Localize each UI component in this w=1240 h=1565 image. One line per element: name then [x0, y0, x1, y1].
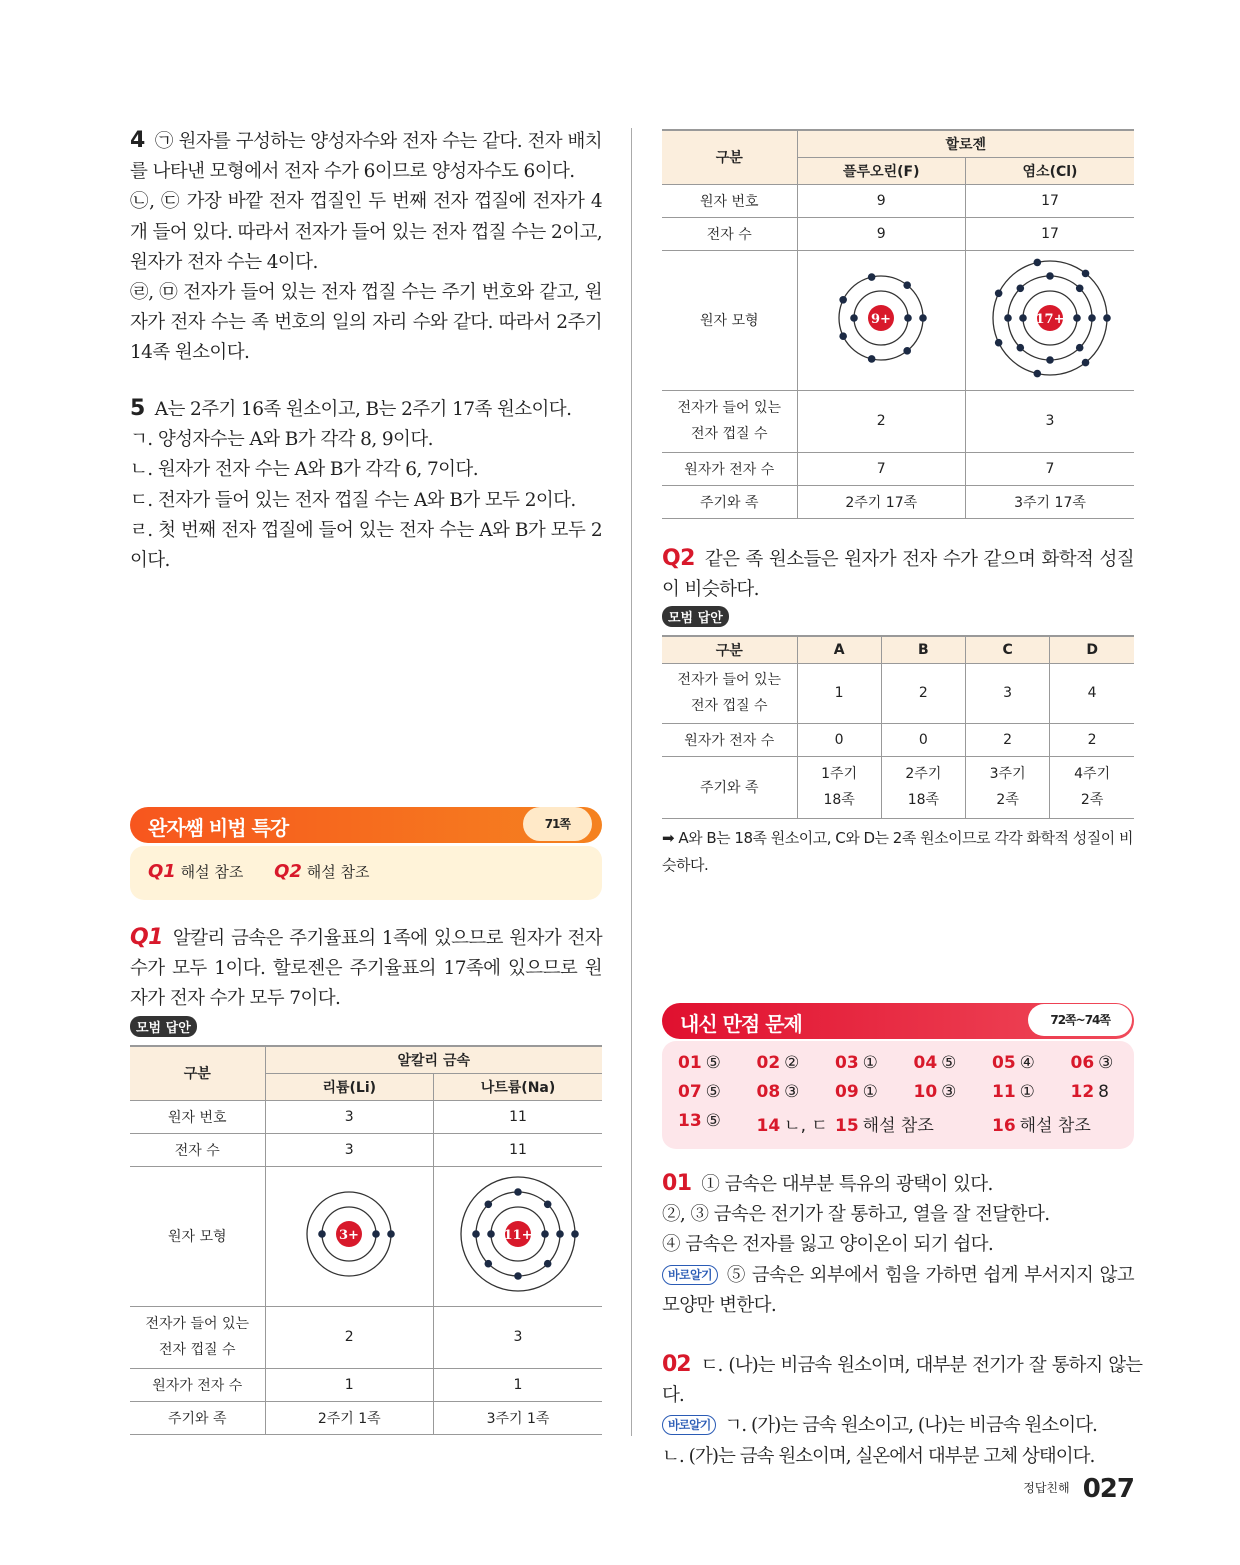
explanation-line: ① 금속은 대부분 특유의 광택이 있다. — [701, 1174, 993, 1195]
question-number: 01 — [662, 1171, 692, 1196]
page-reference: 71쪽 — [523, 807, 592, 841]
answer-item — [835, 1053, 878, 1073]
electron — [850, 314, 858, 322]
table-row — [130, 1401, 602, 1434]
table-cell — [265, 1166, 434, 1306]
explanation-line: ㄴ. (가)는 금속 원소이며, 실온에서 대부분 고체 상태이다. — [662, 1445, 1095, 1467]
answer-5-line: ㄹ. 첫 번째 전자 껍질에 들어 있는 전자 수는 A와 B가 모두 2이다. — [130, 519, 602, 572]
table-note: ➡ A와 B는 18족 원소이고, C와 D는 2족 원소이므로 각각 화학적 성질이 비슷하다. — [662, 829, 1134, 874]
table-cell: 주기와 족 — [662, 756, 797, 818]
answer-number: 01 — [678, 1053, 702, 1073]
explanation-02 — [662, 1350, 1142, 1472]
answer-5-line: A는 2주기 16족 원소이고, B는 2주기 17족 원소이다. — [154, 399, 572, 420]
answer-number: 07 — [678, 1082, 702, 1102]
answer-value: ① — [862, 1053, 878, 1073]
answer-number: 06 — [1070, 1053, 1095, 1073]
table-cell: 3주기 17족 — [966, 485, 1135, 518]
table-cell: 17 — [966, 184, 1135, 217]
q1-text: 알칼리 금속은 주기율표의 1족에 있으므로 원자가 전자 수가 모두 1이다. 할로젠은 주기율표의 17족에 있으므로 원자가 전자 수가 모두 7이다. — [130, 928, 602, 1010]
section-title: 내신 만점 문제 — [680, 1012, 802, 1036]
answer-number: 12 — [1070, 1082, 1095, 1102]
q2-explanation — [662, 544, 1134, 605]
electron — [1082, 270, 1090, 278]
electron — [1034, 370, 1042, 378]
header-cell: 리튬(Li) — [265, 1073, 434, 1100]
answer-value: ① — [862, 1082, 878, 1102]
answer-value: ① — [1019, 1082, 1035, 1102]
table-row — [130, 1368, 602, 1401]
header-cell: 플루오린(F) — [797, 157, 966, 184]
electron — [485, 1201, 493, 1209]
table-cell: 전자가 들어 있는 전자 껍질 수 — [662, 663, 797, 723]
page-number: 027 — [1082, 1474, 1134, 1504]
answer-value: ⑤ — [941, 1053, 957, 1073]
explanation-line: ⑤ 금속은 외부에서 힘을 가하면 쉽게 부서지지 않고 모양만 변한다. — [662, 1264, 1134, 1316]
table-cell: 7 — [966, 452, 1135, 485]
table-cell: 원자 모형 — [130, 1166, 265, 1306]
answer-number: 08 — [756, 1082, 781, 1102]
electron — [544, 1260, 552, 1268]
answer-value: ③ — [941, 1082, 957, 1102]
electron — [1034, 259, 1042, 267]
footer-label: 정답친해 — [1023, 1481, 1070, 1495]
electron — [387, 1230, 395, 1238]
answer-number: 09 — [835, 1082, 859, 1102]
q1-explanation — [130, 923, 602, 1015]
nucleus-charge: 9+ — [871, 312, 892, 327]
table-cell: 0 — [881, 723, 965, 756]
answer-item — [678, 1111, 721, 1131]
answer-4-text-3: ㉣, ㉤ 전자가 들어 있는 전자 껍질 수는 주기 번호와 같고, 원자가 전자 수는 족 번호의 일의 자리 수와 같다. 따라서 2주기 14족 원소이다. — [130, 282, 602, 364]
answer-value: 8 — [1098, 1082, 1109, 1102]
q1-answer: 해설 참조 — [180, 863, 244, 881]
header-cell: 구분 — [662, 130, 797, 184]
table-cell: 3 — [966, 663, 1050, 723]
question-number: 02 — [662, 1352, 691, 1377]
answer-value: ② — [784, 1053, 800, 1073]
correction-badge: 바로알기 — [662, 1415, 716, 1435]
answer-value: ⑤ — [705, 1082, 721, 1102]
answer-item — [914, 1053, 957, 1073]
answer-value: ⑤ — [705, 1111, 721, 1131]
header-cell: 알칼리 금속 — [265, 1046, 602, 1073]
table-cell — [797, 250, 966, 390]
answer-number: 02 — [756, 1053, 781, 1073]
question-number: 5 — [130, 396, 145, 421]
table-cell: 주기와 족 — [130, 1401, 265, 1434]
answer-number: 15 — [835, 1116, 859, 1136]
q1-label: Q1 — [148, 861, 176, 882]
electron — [1082, 359, 1090, 367]
table-cell: 2주기 1족 — [265, 1401, 434, 1434]
model-answer-badge: 모범 답안 — [662, 606, 729, 627]
table-cell: 원자가 전자 수 — [662, 452, 797, 485]
electron — [1046, 356, 1054, 364]
electron — [904, 281, 912, 289]
electron — [995, 339, 1003, 347]
answer-value: ㄴ, ㄷ — [784, 1116, 828, 1136]
electron — [372, 1230, 380, 1238]
electron — [541, 1230, 549, 1238]
explanation-line: ④ 금속은 전자를 잃고 양이온이 되기 쉽다. — [662, 1234, 994, 1256]
halogen-table — [662, 129, 1134, 519]
answer-item — [757, 1111, 828, 1136]
nucleus-charge: 3+ — [339, 1228, 360, 1243]
electron — [1076, 344, 1084, 352]
table-cell: 7 — [797, 452, 966, 485]
table-row — [662, 756, 1134, 818]
answer-number: 05 — [992, 1053, 1016, 1073]
table-cell: 2주기 18족 — [881, 756, 965, 818]
table-row — [130, 1166, 602, 1306]
answer-number: 11 — [992, 1082, 1016, 1102]
answer-number: 13 — [678, 1111, 702, 1131]
table-row — [662, 485, 1134, 518]
table-cell: 3 — [265, 1100, 434, 1133]
table-cell: 1 — [434, 1368, 603, 1401]
header-cell: 구분 — [662, 636, 797, 663]
table-row — [130, 1100, 602, 1133]
table-cell: 3 — [434, 1306, 603, 1368]
table-cell — [966, 250, 1135, 390]
table-row — [662, 390, 1134, 452]
table-row — [662, 663, 1134, 723]
table-cell: 2 — [265, 1306, 434, 1368]
answer-5-line: ㄱ. 양성자수는 A와 B가 각각 8, 9이다. — [130, 429, 433, 451]
q2-label: Q2 — [662, 546, 695, 571]
answer-value: 해설 참조 — [1019, 1116, 1091, 1136]
table-row — [130, 1306, 602, 1368]
correction-badge: 바로알기 — [662, 1265, 718, 1285]
chlorine-atom-model — [975, 253, 1125, 383]
table-cell: 2 — [1050, 723, 1134, 756]
header-cell: A — [797, 636, 881, 663]
table-cell: 11 — [434, 1100, 603, 1133]
section-title: 완자쌤 비법 특강 — [148, 816, 289, 840]
answer-value: ③ — [1098, 1053, 1114, 1073]
fluorine-atom-model — [806, 253, 956, 383]
electron — [571, 1230, 579, 1238]
answer-item — [992, 1111, 1091, 1136]
electron — [1088, 314, 1096, 322]
table-cell: 원자 모형 — [662, 250, 797, 390]
electron — [318, 1230, 326, 1238]
answer-number: 16 — [992, 1116, 1016, 1136]
header-cell: 구분 — [130, 1046, 265, 1100]
model-answer-badge: 모범 답안 — [130, 1016, 197, 1037]
question-number: 4 — [130, 128, 145, 153]
electron — [904, 347, 912, 355]
sodium-atom-model — [443, 1169, 593, 1299]
electron — [1017, 285, 1025, 293]
electron — [840, 332, 848, 340]
table-row — [662, 184, 1134, 217]
electron — [919, 314, 927, 322]
table-cell: 17 — [966, 217, 1135, 250]
column-divider — [631, 128, 632, 1436]
table-cell — [434, 1166, 603, 1306]
explanation-01 — [662, 1169, 1134, 1321]
electron — [995, 289, 1003, 297]
answer-item — [1071, 1082, 1110, 1102]
table-cell: 원자 번호 — [130, 1100, 265, 1133]
table-cell: 3주기 2족 — [966, 756, 1050, 818]
answer-value: ⑤ — [705, 1053, 721, 1073]
answer-item — [992, 1082, 1035, 1102]
header-cell: 할로젠 — [797, 130, 1134, 157]
header-cell: 염소(Cl) — [966, 157, 1135, 184]
abcd-table — [662, 635, 1134, 819]
answer-number: 03 — [835, 1053, 859, 1073]
answer-item — [678, 1082, 721, 1102]
answer-4 — [130, 126, 602, 369]
explanation-line: ㄱ. (가)는 금속 원소이고, (나)는 비금속 원소이다. — [724, 1415, 1097, 1437]
table-cell: 전자 수 — [130, 1133, 265, 1166]
page-reference: 72쪽~74쪽 — [1028, 1004, 1132, 1036]
header-cell: 나트륨(Na) — [434, 1073, 603, 1100]
electron — [485, 1260, 493, 1268]
answer-key — [662, 1041, 1134, 1149]
answer-item — [914, 1082, 957, 1102]
answer-item — [1071, 1053, 1114, 1073]
header-cell: C — [966, 636, 1050, 663]
electron — [1004, 314, 1012, 322]
electron — [487, 1230, 495, 1238]
nucleus-charge: 17+ — [1035, 312, 1065, 327]
table-row — [662, 250, 1134, 390]
wanja-banner — [130, 807, 602, 843]
electron — [840, 296, 848, 304]
q2-answer: 해설 참조 — [306, 863, 370, 881]
electron — [1017, 344, 1025, 352]
table-cell: 1주기 18족 — [797, 756, 881, 818]
explanation-line: ②, ③ 금속은 전기가 잘 통하고, 열을 잘 전달한다. — [662, 1204, 1050, 1226]
alkali-table — [130, 1045, 602, 1435]
wanja-answers — [130, 846, 602, 900]
table-cell: 3 — [966, 390, 1135, 452]
table-cell: 0 — [797, 723, 881, 756]
answer-item — [757, 1082, 800, 1102]
table-cell: 원자 번호 — [662, 184, 797, 217]
table-cell: 2 — [966, 723, 1050, 756]
table-cell: 11 — [434, 1133, 603, 1166]
answer-number: 04 — [913, 1053, 938, 1073]
answer-item — [992, 1053, 1035, 1073]
table-row — [662, 723, 1134, 756]
electron — [1019, 314, 1027, 322]
table-cell: 원자가 전자 수 — [662, 723, 797, 756]
table-cell: 2 — [881, 663, 965, 723]
answer-item — [678, 1053, 721, 1073]
electron — [1073, 314, 1081, 322]
electron — [544, 1201, 552, 1209]
answer-number: 10 — [913, 1082, 938, 1102]
table-cell: 1 — [265, 1368, 434, 1401]
table-cell: 전자가 들어 있는 전자 껍질 수 — [662, 390, 797, 452]
answer-4-text: ㉠ 원자를 구성하는 양성자수와 전자 수는 같다. 전자 배치를 나타낸 모형에서 전자 수가 6이므로 양성자수도 6이다. — [130, 131, 602, 183]
table-cell: 1 — [797, 663, 881, 723]
electron — [472, 1230, 480, 1238]
answer-4-text-2: ㉡, ㉢ 가장 바깥 전자 껍질인 두 번째 전자 껍질에 전자가 4개 들어 있다. 따라서 전자가 들어 있는 전자 껍질 수는 2이고, 원자가 전자 수는 4이다. — [130, 191, 602, 273]
electron — [514, 1188, 522, 1196]
answer-item — [757, 1053, 800, 1073]
answer-item — [835, 1111, 934, 1136]
naesin-banner — [662, 1003, 1134, 1039]
q2-label: Q2 — [274, 861, 302, 882]
electron — [514, 1272, 522, 1280]
answer-item — [835, 1082, 878, 1102]
answer-value: ③ — [784, 1082, 800, 1102]
electron — [1076, 285, 1084, 293]
answer-5-line: ㄴ. 원자가 전자 수는 A와 B가 각각 6, 7이다. — [130, 459, 478, 481]
table-row — [662, 217, 1134, 250]
table-cell: 4 — [1050, 663, 1134, 723]
electron — [1103, 314, 1111, 322]
table-cell: 전자가 들어 있는 전자 껍질 수 — [130, 1306, 265, 1368]
table-row — [662, 452, 1134, 485]
electron — [556, 1230, 564, 1238]
lithium-atom-model — [274, 1169, 424, 1299]
electron — [868, 355, 876, 363]
answer-number: 14 — [756, 1116, 781, 1136]
header-cell: D — [1050, 636, 1134, 663]
answer-5-line: ㄷ. 전자가 들어 있는 전자 껍질 수는 A와 B가 모두 2이다. — [130, 489, 576, 511]
table-cell: 9 — [797, 184, 966, 217]
answer-value: ④ — [1019, 1053, 1035, 1073]
answer-5 — [130, 394, 602, 576]
table-cell: 주기와 족 — [662, 485, 797, 518]
table-cell: 3주기 1족 — [434, 1401, 603, 1434]
explanation-line: ㄷ. (나)는 비금속 원소이며, 대부분 전기가 잘 통하지 않는다. — [662, 1355, 1142, 1407]
table-cell: 원자가 전자 수 — [130, 1368, 265, 1401]
q2-text: 같은 족 원소들은 원자가 전자 수가 같으며 화학적 성질이 비슷하다. — [662, 549, 1134, 601]
header-cell: B — [881, 636, 965, 663]
electron — [904, 314, 912, 322]
page-footer — [1000, 1474, 1134, 1504]
table-cell: 9 — [797, 217, 966, 250]
answer-value: 해설 참조 — [862, 1116, 934, 1136]
table-row — [130, 1133, 602, 1166]
table-cell: 전자 수 — [662, 217, 797, 250]
table-cell: 2 — [797, 390, 966, 452]
table-cell: 2주기 17족 — [797, 485, 966, 518]
electron — [1046, 272, 1054, 280]
electron — [868, 273, 876, 281]
table-cell: 3 — [265, 1133, 434, 1166]
table-cell: 4주기 2족 — [1050, 756, 1134, 818]
q1-label: Q1 — [130, 925, 163, 950]
nucleus-charge: 11+ — [503, 1228, 533, 1243]
